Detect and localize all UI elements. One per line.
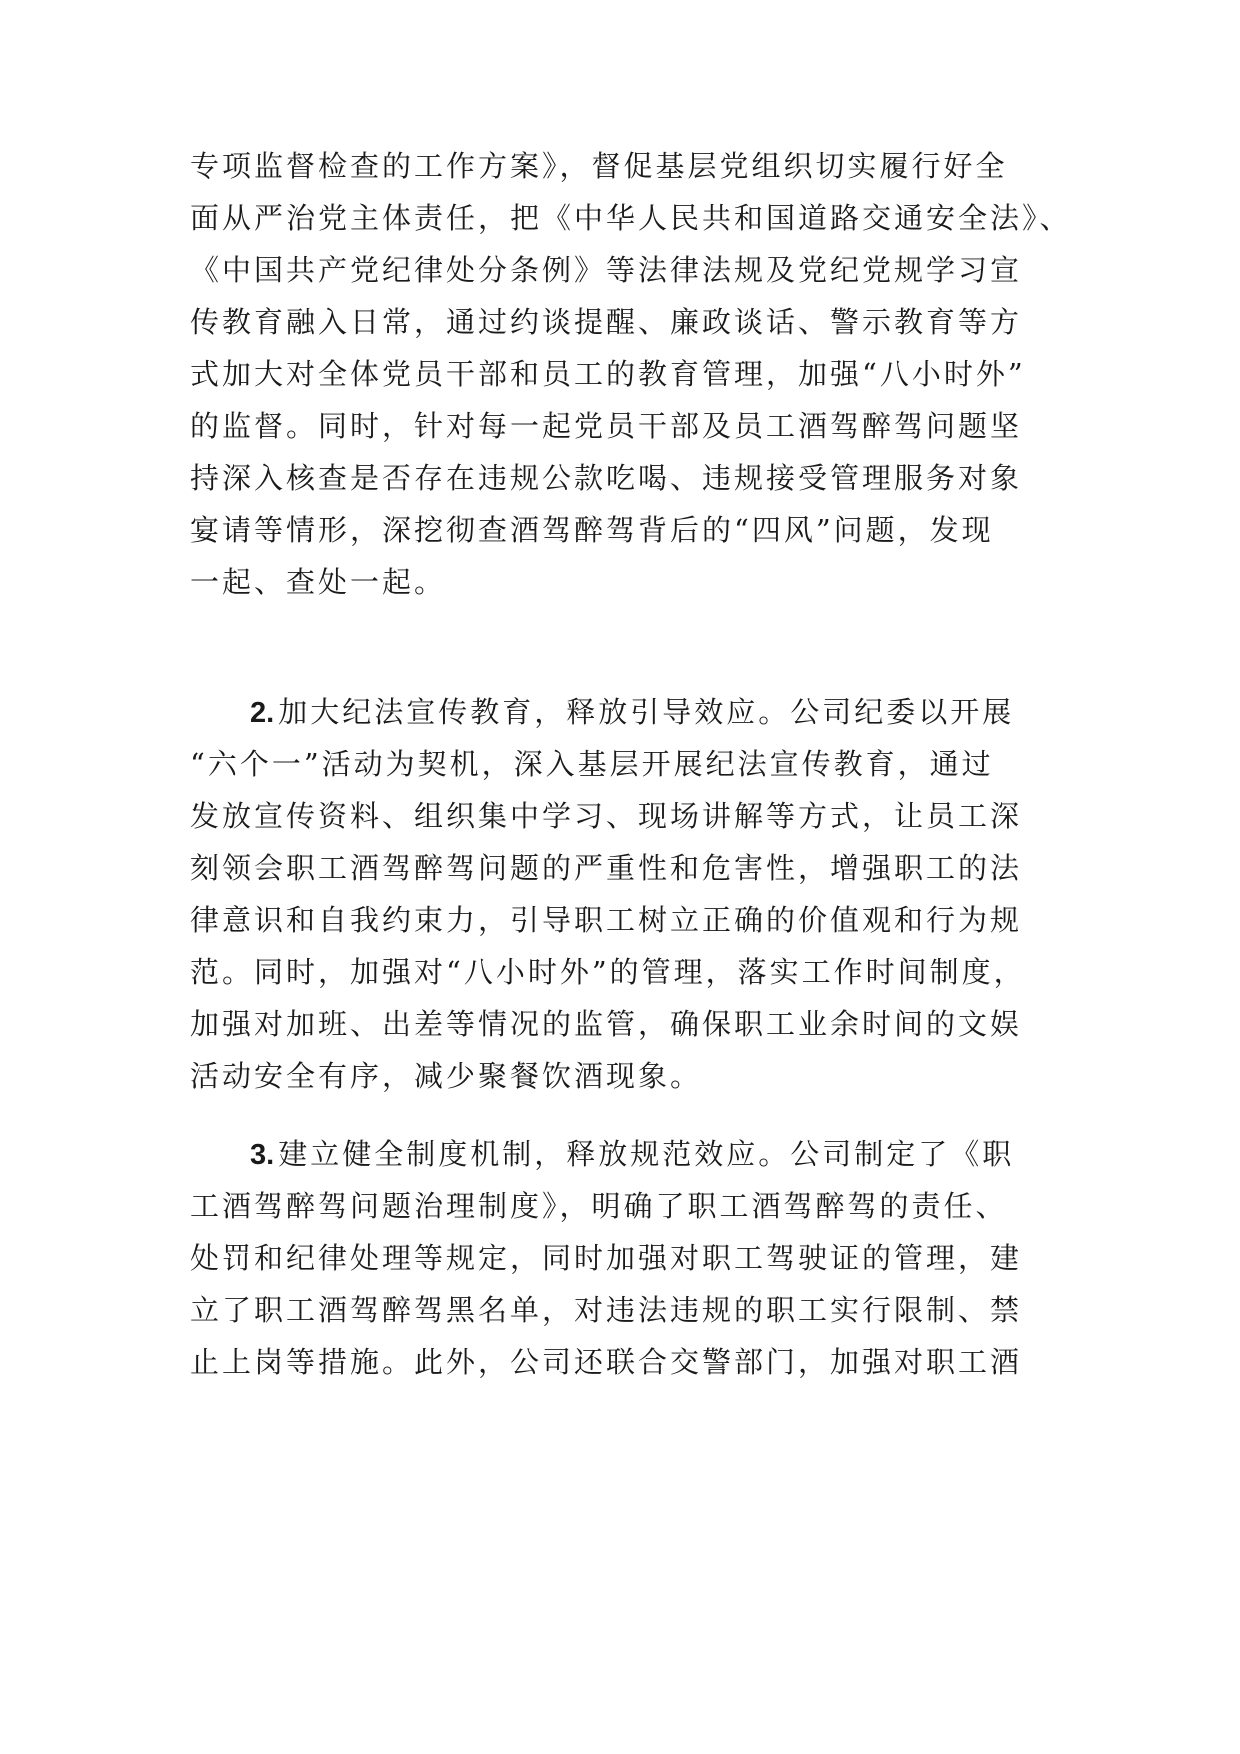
text-line: 面从严治党主体责任，把《中华人民共和国道路交通安全法》、	[190, 201, 1072, 235]
text-line: 专项监督检查的工作方案》，督促基层党组织切实履行好全	[190, 149, 1008, 183]
text-line: 律意识和自我约束力，引导职工树立正确的价值观和行为规	[190, 903, 1023, 937]
section-3-heading-line	[190, 1128, 1070, 1180]
text-line: 活动安全有序，减少聚餐饮酒现象。	[190, 1059, 703, 1093]
section-2-paragraph	[190, 686, 1070, 1102]
section-2-heading-line	[190, 686, 1070, 738]
text-line: 式加大对全体党员干部和员工的教育管理，加强“八小时外”	[190, 357, 1026, 391]
text-line: 刻领会职工酒驾醉驾问题的严重性和危害性，增强职工的法	[190, 851, 1023, 885]
text-line: 传教育融入日常，通过约谈提醒、廉政谈话、警示教育等方	[190, 305, 1023, 339]
text-line: 处罚和纪律处理等规定，同时加强对职工驾驶证的管理，建	[190, 1241, 1023, 1275]
text-line: 止上岗等措施。此外，公司还联合交警部门，加强对职工酒	[190, 1345, 1023, 1379]
text-line: 加强对加班、出差等情况的监管，确保职工业余时间的文娱	[190, 1007, 1023, 1041]
text-line: 工酒驾醉驾问题治理制度》，明确了职工酒驾醉驾的责任、	[190, 1189, 1008, 1223]
text-line: 发放宣传资料、组织集中学习、现场讲解等方式，让员工深	[190, 799, 1023, 833]
text-line: 的监督。同时，针对每一起党员干部及员工酒驾醉驾问题坚	[190, 409, 1023, 443]
section-3-number: 3.	[250, 1139, 275, 1171]
text-line: “六个一”活动为契机，深入基层开展纪法宣传教育，通过	[190, 747, 994, 781]
text-line: 范。同时，加强对“八小时外”的管理，落实工作时间制度，	[190, 955, 1026, 989]
text-line: 宴请等情形，深挖彻查酒驾醉驾背后的“四风”问题，发现	[190, 513, 994, 547]
section-2-first-line: 加大纪法宣传教育，释放引导效应。公司纪委以开展	[278, 695, 1015, 729]
paragraph-continuation	[190, 140, 1070, 608]
text-line: 持深入核查是否存在违规公款吃喝、违规接受管理服务对象	[190, 461, 1023, 495]
section-3-first-line: 建立健全制度机制，释放规范效应。公司制定了《职	[278, 1137, 1015, 1171]
section-2-number: 2.	[250, 697, 275, 729]
text-line: 一起、查处一起。	[190, 565, 447, 599]
section-3-paragraph	[190, 1128, 1070, 1388]
text-line: 《中国共产党纪律处分条例》等法律法规及党纪党规学习宣	[190, 253, 1023, 287]
text-line: 立了职工酒驾醉驾黑名单，对违法违规的职工实行限制、禁	[190, 1293, 1023, 1327]
